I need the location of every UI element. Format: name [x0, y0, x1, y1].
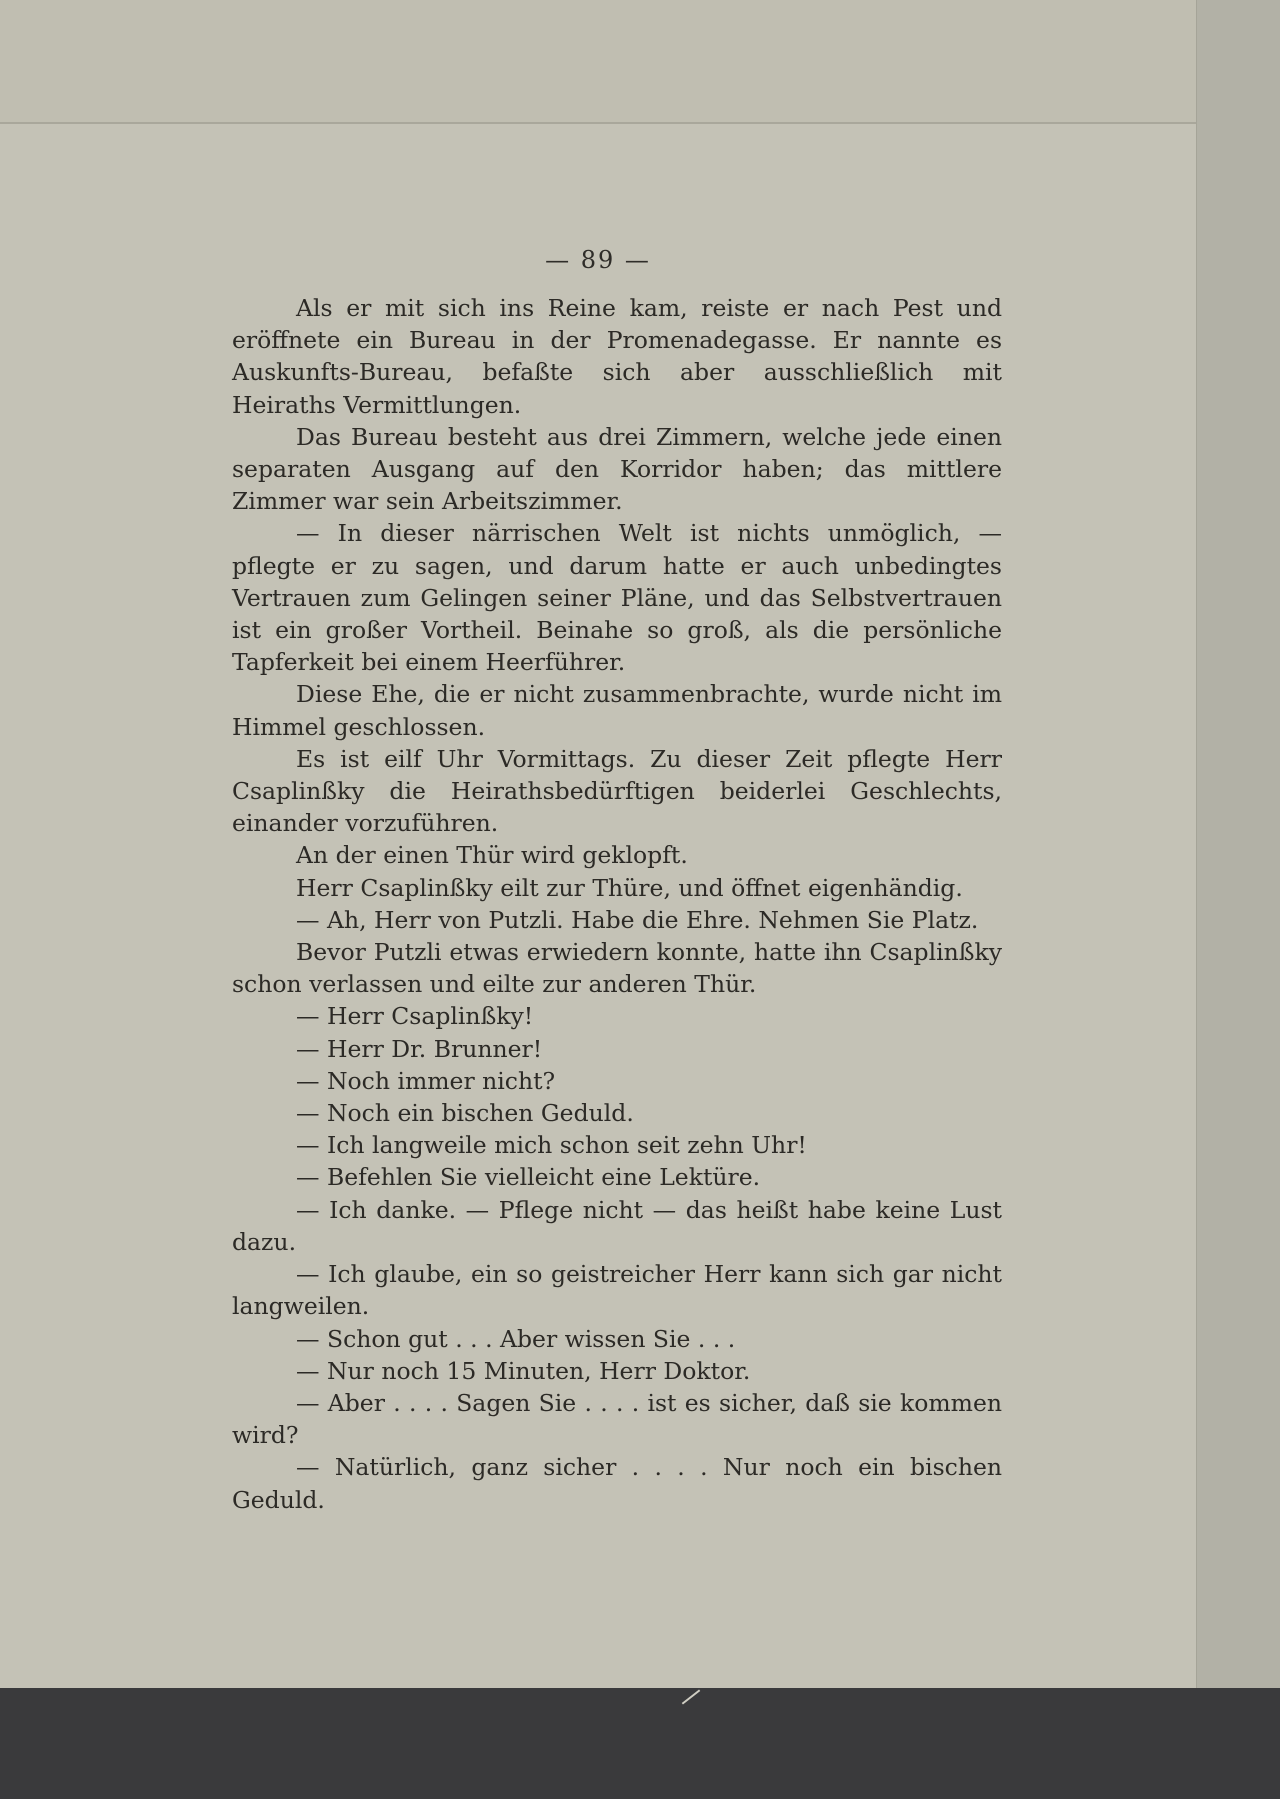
page-number: — 89 — [545, 246, 651, 274]
paragraph: — Noch ein bischen Geduld. [296, 1099, 634, 1128]
paragraph: Es ist eilf Uhr Vormittags. Zu dieser Zeit pflegte Herr Csaplinßky die Heirathsbedürftigen beiderlei Geschlechts, einander vorzuführen. [232, 744, 1002, 838]
paragraph: Als er mit sich ins Reine kam, reiste er nach Pest und eröffnete ein Bureau in der Promenadegasse. Er nannte es Auskunfts-Bureau, befaßte sich aber ausschließlich mit Heiraths Vermittlungen. [232, 294, 1002, 419]
paragraph: — Befehlen Sie vielleicht eine Lektüre. [296, 1163, 761, 1192]
paragraph: An der einen Thür wird geklopft. [296, 841, 688, 870]
paragraph: — Herr Csaplinßky! [296, 1002, 534, 1031]
paragraph: — Schon gut . . . Aber wissen Sie . . . [296, 1324, 736, 1353]
scan-background-band [0, 1688, 1280, 1799]
paragraph: Herr Csaplinßky eilt zur Thüre, und öffnet eigenhändig. [296, 873, 963, 902]
fold-line [0, 122, 1196, 124]
paragraph: — Ich danke. — Pflege nicht — das heißt habe keine Lust dazu. [232, 1195, 1002, 1256]
paragraph: — Aber . . . . Sagen Sie . . . . ist es sicher, daß sie kommen wird? [232, 1388, 1002, 1450]
paragraph: Diese Ehe, die er nicht zusammenbrachte, wurde nicht im Himmel geschlossen. [232, 680, 1002, 741]
paragraph: — In dieser närrischen Welt ist nichts unmöglich, — pflegte er zu sagen, und darum hatte er auch unbedingtes Vertrauen zum Gelingen seiner Pläne, und das Selbstvertrauen ist ein großer Vortheil. Beinahe so groß, als die persönliche Tapferkeit bei einem Heerführer. [232, 519, 1002, 677]
paragraph: — Ich glaube, ein so geistreicher Herr kann sich gar nicht langweilen. [232, 1260, 1002, 1321]
body-text [232, 292, 1002, 1516]
paragraph: — Natürlich, ganz sicher . . . . Nur noch ein bischen Geduld. [232, 1453, 1002, 1514]
paragraph: — Noch immer nicht? [296, 1066, 556, 1095]
paragraph: Bevor Putzli etwas erwiedern konnte, hatte ihn Csaplinßky schon verlassen und eilte zur anderen Thür. [232, 938, 1002, 999]
right-paper-edge [1196, 0, 1280, 1688]
paragraph: — Ah, Herr von Putzli. Habe die Ehre. Nehmen Sie Platz. [296, 905, 979, 934]
paragraph: — Ich langweile mich schon seit zehn Uhr! [296, 1131, 807, 1160]
paragraph: Das Bureau besteht aus drei Zimmern, welche jede einen separaten Ausgang auf den Korridor haben; das mittlere Zimmer war sein Arbeitszimmer. [232, 422, 1002, 516]
paper-top-band [0, 0, 1196, 122]
paragraph: — Herr Dr. Brunner! [296, 1034, 543, 1063]
paragraph: — Nur noch 15 Minuten, Herr Doktor. [296, 1356, 751, 1385]
